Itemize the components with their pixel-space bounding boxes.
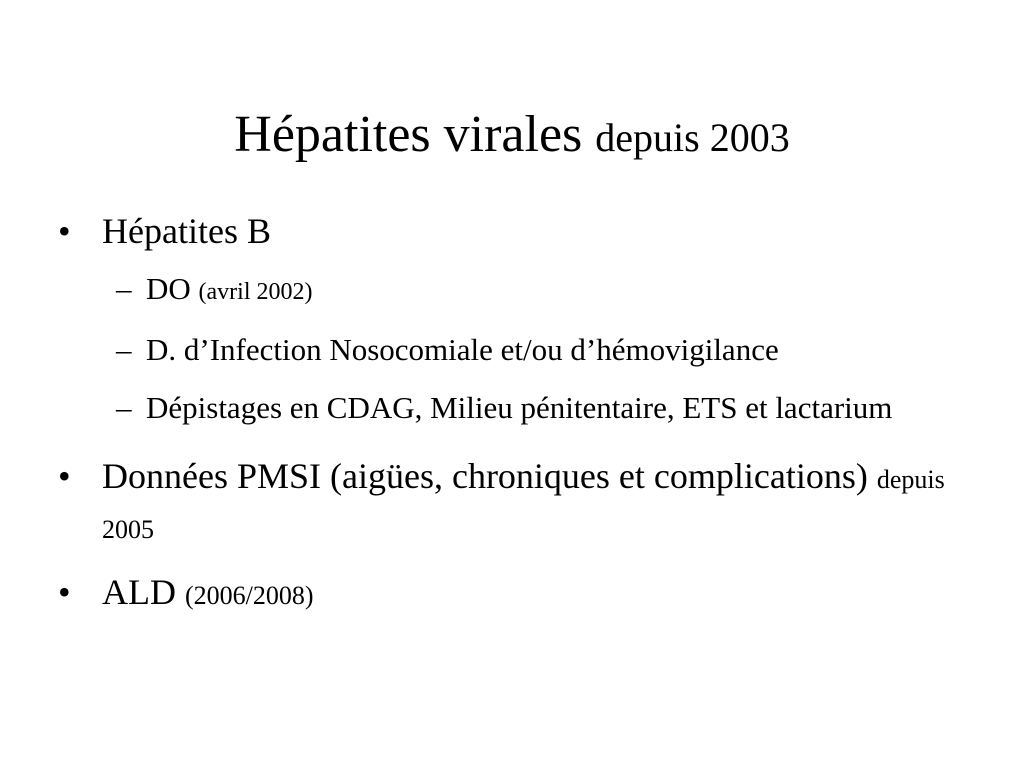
slide-title-main: Hépatites virales [234,106,583,163]
subitem-do [58,269,988,312]
bullet-item-hepatites-b [58,208,988,254]
bullet-detail: depuis 2005 [102,465,945,544]
bullet-item-donnees-pmsi [58,453,988,553]
dash-marker: – [116,271,132,306]
subitem-text: DO [146,271,191,306]
dash-marker: – [116,332,132,367]
subitem-text: Dépistages en CDAG, Milieu pénitentaire, ETS et lactarium [146,390,893,425]
subitem-detail: (avril 2002) [198,279,313,305]
bullet-text: Données PMSI (aigües, chroniques et complications) [102,456,868,496]
subitem-infection-nosocomiale [58,330,988,370]
subitem-text: D. d’Infection Nosocomiale et/ou d’hémovigilance [146,332,779,367]
bullet-marker: • [58,211,71,251]
bullet-marker: • [58,572,71,612]
subitem-depistages [58,388,988,428]
dash-marker: – [116,390,132,425]
bullet-marker: • [58,456,71,496]
bullet-text: Hépatites B [102,211,271,251]
bullet-item-ald [58,569,988,619]
bullet-text: ALD [102,572,176,612]
bullet-detail: (2006/2008) [185,581,314,610]
slide-title [0,103,1024,170]
bullet-list [58,208,988,619]
slide-title-sub: depuis 2003 [595,115,790,160]
